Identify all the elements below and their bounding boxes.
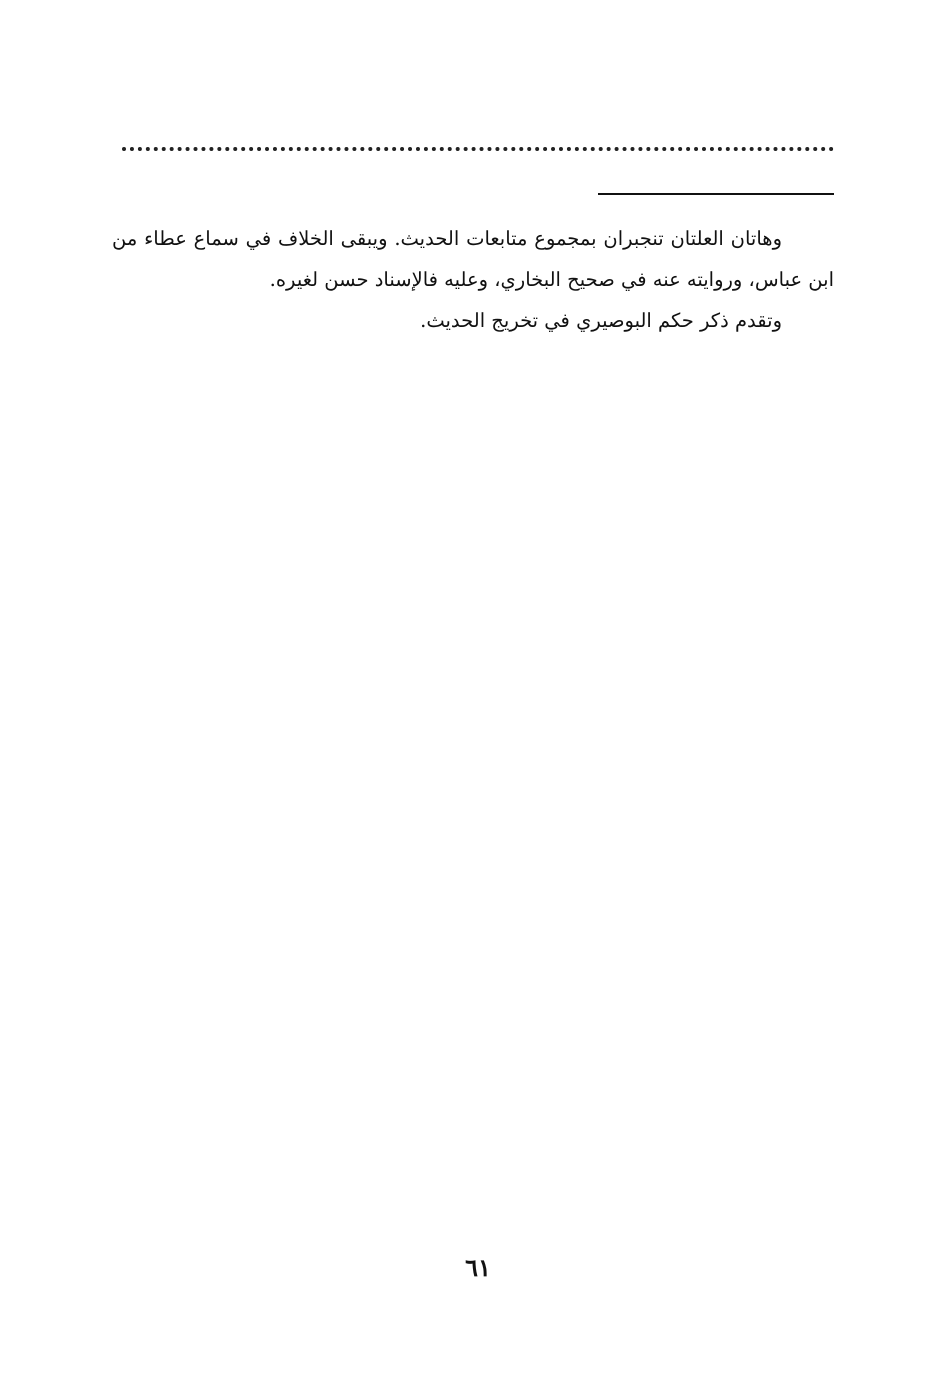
footnote-paragraph: وتقدم ذكر حكم البوصيري في تخريج الحديث. [420, 309, 782, 332]
ellipsis-dotted-rule [122, 147, 834, 151]
footnote-separator-line [598, 193, 834, 195]
page-number: ٦١ [465, 1253, 491, 1282]
footnote-paragraph: وهاتان العلتان تنجبران بمجموع متابعات الحديث. ويبقى الخلاف في سماع عطاء من ابن عباس، وروايته عنه في صحيح البخاري، وعليه فالإسناد حسن لغيره. [112, 227, 834, 291]
footnote-block [112, 218, 834, 341]
